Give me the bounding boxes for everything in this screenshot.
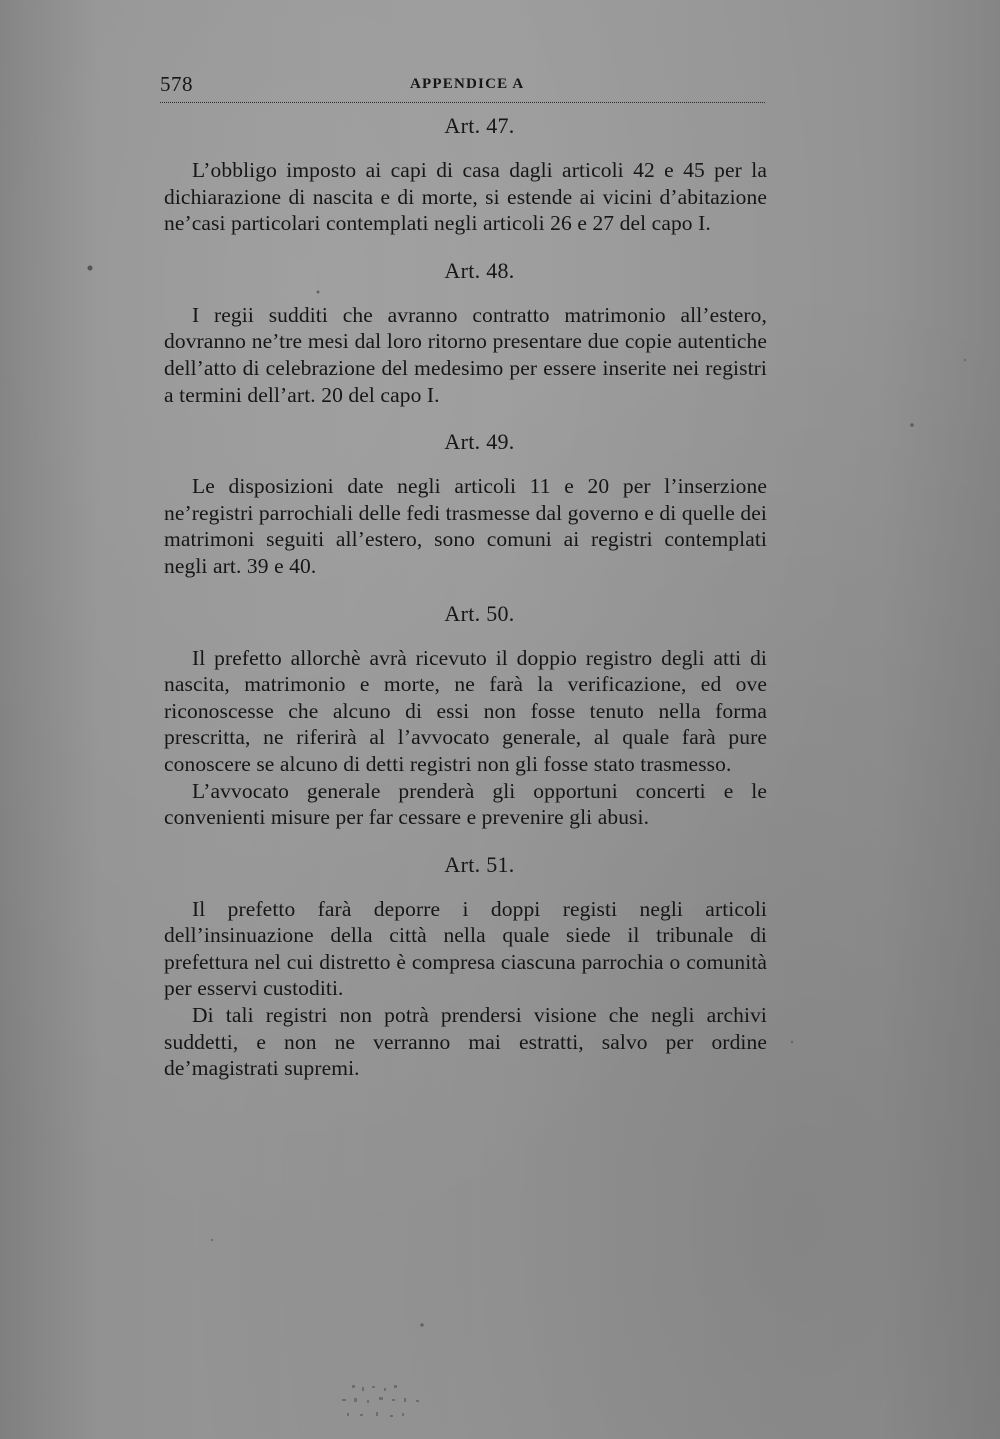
article-paragraph: Il prefetto farà deporre i doppi registi negli articoli dell’insinuazione della città nella quale siede il tribunale di prefettura nel cui distretto è compresa ciascuna parrochia o comunità per esservi custoditi.	[164, 896, 767, 1001]
article-title: Art. 50.	[444, 600, 515, 626]
article-title: Art. 47.	[444, 113, 515, 138]
page-body	[164, 112, 767, 1082]
running-head: APPENDICE A	[410, 76, 525, 92]
article-47	[164, 112, 767, 237]
article-50	[164, 600, 767, 831]
article-title: Art. 48.	[444, 257, 515, 283]
article-51	[164, 851, 767, 1082]
header-rule	[160, 102, 765, 103]
article-paragraph: L’avvocato generale prenderà gli opportuni concerti e le convenienti misure per far cessare e prevenire gli abusi.	[164, 778, 767, 830]
article-paragraph: I regii sudditi che avranno contratto matrimonio all’estero, dovranno ne’tre mesi dal loro ritorno presentare due copie autentiche dell’atto di celebrazione del medesimo per essere inserite nei registri a termini dell’art. 20 del capo I.	[164, 302, 767, 407]
article-title: Art. 49.	[444, 429, 515, 455]
page-number: 578	[160, 72, 193, 96]
article-paragraph: Le disposizioni date negli articoli 11 e 20 per l’inserzione ne’registri parrochiali delle fedi trasmesse dal governo e di quelle dei matrimoni seguiti all’estero, sono comuni ai registri contemplati negli art. 39 e 40.	[164, 474, 767, 578]
article-title: Art. 51.	[444, 851, 515, 877]
library-stamp-icon	[332, 1383, 442, 1433]
article-paragraph: Il prefetto allorchè avrà ricevuto il doppio registro degli atti di nascita, matrimonio e morte, ne farà la verificazione, ed ove riconoscesse che alcuno di essi non fosse tenuto nella forma prescritta, ne riferirà al l’avvocato generale, al quale farà pure conoscere se alcuno di detti registri non gli fosse stato trasmesso.	[164, 645, 767, 776]
article-49	[164, 428, 767, 579]
article-48	[164, 257, 767, 408]
page-header	[160, 72, 765, 102]
article-paragraph: Di tali registri non potrà prendersi visione che negli archivi suddetti, e non ne verranno mai estratti, salvo per ordine de’magistrati supremi.	[164, 1003, 767, 1081]
article-paragraph: L’obbligo imposto ai capi di casa dagli articoli 42 e 45 per la dichiarazione di nascita e di morte, si estende ai vicini d’abitazione ne’casi particolari contemplati negli articoli 26 e 27 del capo I.	[164, 158, 767, 236]
